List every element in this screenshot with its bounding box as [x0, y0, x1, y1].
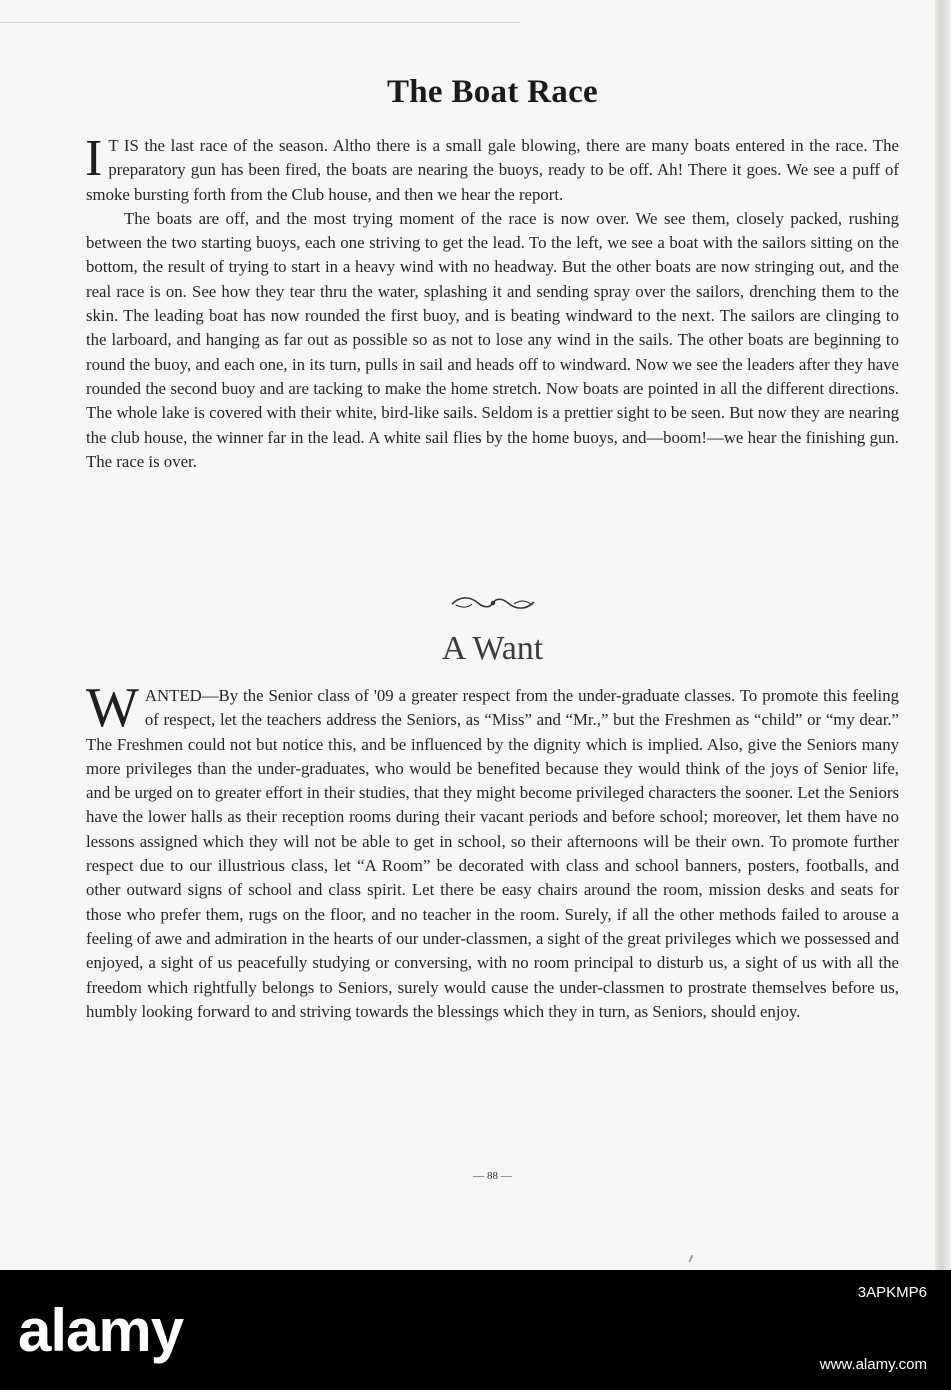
- watermark-logo: alamy: [18, 1297, 184, 1364]
- boat-race-paragraph-1: [85, 130, 899, 207]
- page-number: — 88 —: [473, 1170, 512, 1182]
- watermark-url: www.alamy.com: [819, 1356, 927, 1373]
- ornament-divider-icon: [448, 594, 538, 612]
- watermark-image-id: 3APKMP6: [857, 1284, 927, 1301]
- article-title-a-want: A Want: [441, 630, 544, 667]
- a-want-paragraph-1-text: ANTED—By the Senior class of '09 a greater respect from the under-graduate classes. To promote this feeling of respect, let the teachers address the Seniors, as “Miss” and “Mr.,” but the Freshmen as “child” or “my dear.” The Freshmen could not but notice this, and be influenced by the dignity which is implied. Also, give the Seniors many more privileges than the under-graduates, who would be benefited because they would think of the joys of Senior life, and be urged on to greater effort in their studies, that they might become privileged characters the sooner. Let the Seniors have the lower halls as their reception rooms during their vacant periods and before school; moreover, let them have no lessons assigned which they will not be able to get in school, so their afternoons will be their own. To promote further respect due to our illustrious class, let “A Room” be decorated with class and school banners, posters, footballs, and other outward signs of school and class spirit. Let there be easy chairs around the room, mission desks and seats for those who prefer them, rugs on the floor, and no teacher in the room. Surely, if all the other methods failed to arouse a feeling of awe and admiration in the hearts of our under-classmen, a sight of the great privileges which we possessed and enjoyed, a sight of us peacefully studying or conversing, with no room principal to disturb us, a sight of us with all the freedom which rightfully belongs to Seniors, surely would cause the under-classmen to prostrate themselves before us, humbly looking forward to and striving towards the blessings which they in turn, as Seniors, should enjoy.: [86, 686, 900, 1021]
- page-top-rule: [0, 22, 520, 23]
- drop-cap: W: [86, 677, 139, 739]
- boat-race-paragraph-1-text: T IS the last race of the season. Altho there is a small gale blowing, there are many boats entered in the race. The preparatory gun has been fired, the boats are nearing the buoys, ready to be off. Ah! There it goes. We see a puff of smoke bursting forth from the Club house, and then we hear the report.: [86, 136, 899, 204]
- drop-cap: I: [85, 130, 103, 187]
- boat-race-paragraph-2: The boats are off, and the most trying moment of the race is now over. We see them, closely packed, rushing between the two starting buoys, each one striving to get the lead. To the left, we see a boat with the sailors sitting on the bottom, the result of trying to start in a heavy wind with no headway. But the other boats are now stringing out, and the real race is on. See how they tear thru the water, splashing it and sending spray over the sailors, drenching them to the skin. The leading boat has now rounded the first buoy, and is beating windward to the next. The sailors are clinging to the larboard, and hanging as far out as possible so as not to lose any wind in the sails. The other boats are beginning to round the buoy, and each one, in its turn, pulls in sail and heads off to windward. Now we see the leaders after they have rounded the second buoy and are tacking to make the home stretch. Now boats are pointed in all the different directions. The whole lake is covered with their white, bird-like sails. Seldom is a prettier sight to be seen. But now they are nearing the club house, the winner far in the lead. A white sail flies by the home buoys, and—boom!—we hear the finishing gun. The race is over.: [86, 208, 899, 471]
- article-a-want: [86, 677, 900, 1024]
- watermark-banner: [0, 1270, 951, 1390]
- a-want-paragraph-1: [86, 677, 900, 1024]
- page-binding-edge: [935, 0, 951, 1270]
- scan-speck: [689, 1255, 694, 1262]
- article-title-boat-race: The Boat Race: [386, 74, 599, 110]
- article-boat-race: [85, 130, 899, 474]
